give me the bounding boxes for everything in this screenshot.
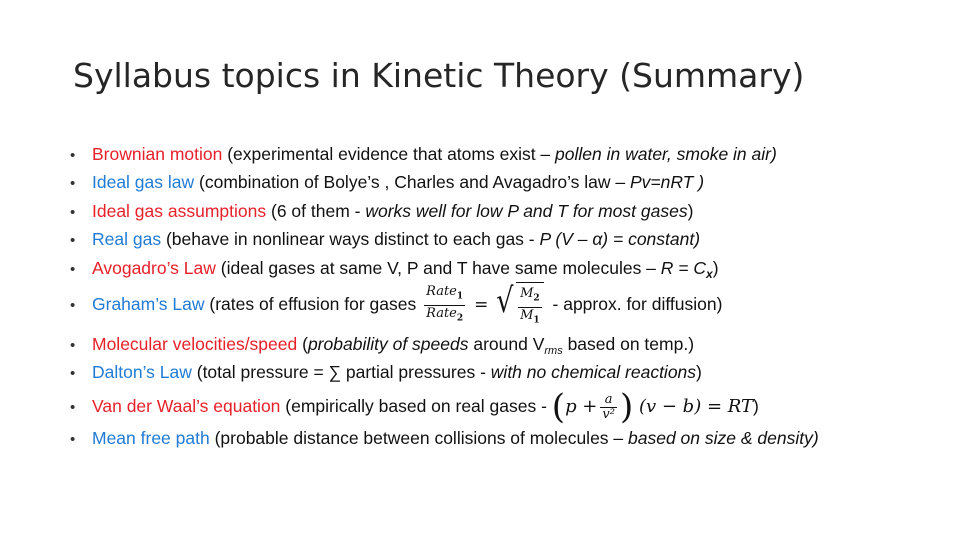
topic-tail: based on temp.): [562, 334, 695, 354]
topic-name: Brownian motion: [92, 144, 223, 164]
topic-real-gas: [70, 228, 700, 252]
topic-subscript: rms: [544, 345, 563, 357]
fraction-denominator: Rate: [426, 305, 457, 321]
topic-tail: ): [753, 396, 759, 416]
topic-name: Van der Waal’s equation: [92, 396, 281, 416]
fraction-numerator: a: [600, 393, 617, 408]
bullet: •: [70, 204, 76, 221]
root-denominator: M: [520, 307, 534, 323]
topic-italic: probability of speeds: [307, 334, 469, 354]
numerator-subscript: 1: [456, 291, 464, 302]
topic-text: around V: [468, 334, 545, 354]
topic-italic: pollen in water, smoke in air): [555, 144, 777, 164]
topic-name: Ideal gas law: [92, 172, 195, 192]
topic-daltons-law: [70, 361, 702, 385]
root-denominator-subscript: 1: [533, 315, 540, 326]
topic-tail: ): [696, 362, 702, 382]
close-paren: ): [619, 387, 634, 427]
topic-name: Graham’s Law: [92, 293, 205, 314]
pressure-term: p +: [565, 396, 598, 417]
topic-text: (total pressure = ∑ partial pressures -: [191, 362, 491, 382]
rt-term: = RT: [706, 396, 753, 417]
equals-sign: =: [474, 294, 489, 315]
topic-italic: based on size & density): [628, 428, 819, 448]
mass-ratio-root: [494, 282, 543, 328]
topic-text: (rates of effusion for gases: [204, 293, 422, 314]
topic-tail: ): [712, 258, 719, 278]
topic-text: (experimental evidence that atoms exist –: [222, 144, 556, 164]
topic-italic: Pv=nRT ): [629, 172, 705, 192]
topic-italic: works well for low P and T for most gases: [365, 201, 688, 221]
topic-tail: - approx. for diffusion): [547, 293, 723, 314]
bullet: •: [70, 296, 76, 314]
radical-sign: √: [496, 281, 514, 321]
topic-ideal-gas-law: [70, 171, 704, 195]
topic-molecular-velocities: [70, 333, 694, 362]
topic-name: Molecular velocities/speed: [92, 334, 298, 354]
open-paren: (: [551, 387, 566, 427]
bullet: •: [70, 399, 76, 416]
bullet: •: [70, 337, 76, 354]
bullet: •: [70, 431, 76, 448]
topic-name: Dalton’s Law: [92, 362, 192, 382]
bullet: •: [70, 232, 76, 249]
topic-mean-free-path: [70, 427, 819, 451]
van-der-waals-formula: [551, 387, 753, 427]
slide-title: Syllabus topics in Kinetic Theory (Summary): [73, 56, 805, 95]
topic-italic: with no chemical reactions: [490, 362, 697, 382]
fraction-denominator: v²: [602, 406, 615, 422]
rate-ratio-fraction: [424, 284, 465, 326]
volume-term: (v − b): [638, 396, 702, 417]
topic-name: Ideal gas assumptions: [92, 201, 267, 221]
topic-name: Avogadro’s Law: [92, 258, 216, 278]
topic-text: (combination of Bolye’s , Charles and Avagadro’s law –: [194, 172, 630, 192]
denominator-subscript: 2: [456, 313, 464, 324]
bullet: •: [70, 147, 76, 164]
topic-text: (probable distance between collisions of molecules –: [209, 428, 629, 448]
topic-brownian-motion: [70, 143, 777, 167]
topic-text: (empirically based on real gases -: [280, 396, 552, 416]
topic-italic: P (V – α) = constant): [539, 229, 701, 249]
topic-grahams-law: [70, 282, 722, 328]
topic-name: Mean free path: [92, 428, 210, 448]
topic-name: Real gas: [92, 229, 162, 249]
topic-subscript: x: [706, 267, 713, 281]
bullet: •: [70, 261, 76, 278]
topic-text-pre: (: [297, 334, 308, 354]
topic-ideal-gas-assumptions: [70, 200, 693, 224]
a-over-v2-fraction: [600, 393, 617, 422]
root-numerator-subscript: 2: [533, 293, 540, 304]
topic-avogadros-law: [70, 257, 719, 285]
topic-text: (6 of them -: [266, 201, 366, 221]
bullet: •: [70, 175, 76, 192]
topic-van-der-waals: [70, 385, 759, 429]
topic-italic: R = C: [660, 258, 707, 278]
topic-tail: ): [687, 201, 694, 221]
bullet: •: [70, 365, 76, 382]
topic-text: (behave in nonlinear ways distinct to each gas -: [161, 229, 540, 249]
topic-text: (ideal gases at same V, P and T have same molecules –: [215, 258, 661, 278]
fraction-numerator: Rate: [426, 284, 457, 300]
root-numerator: M: [520, 286, 534, 302]
